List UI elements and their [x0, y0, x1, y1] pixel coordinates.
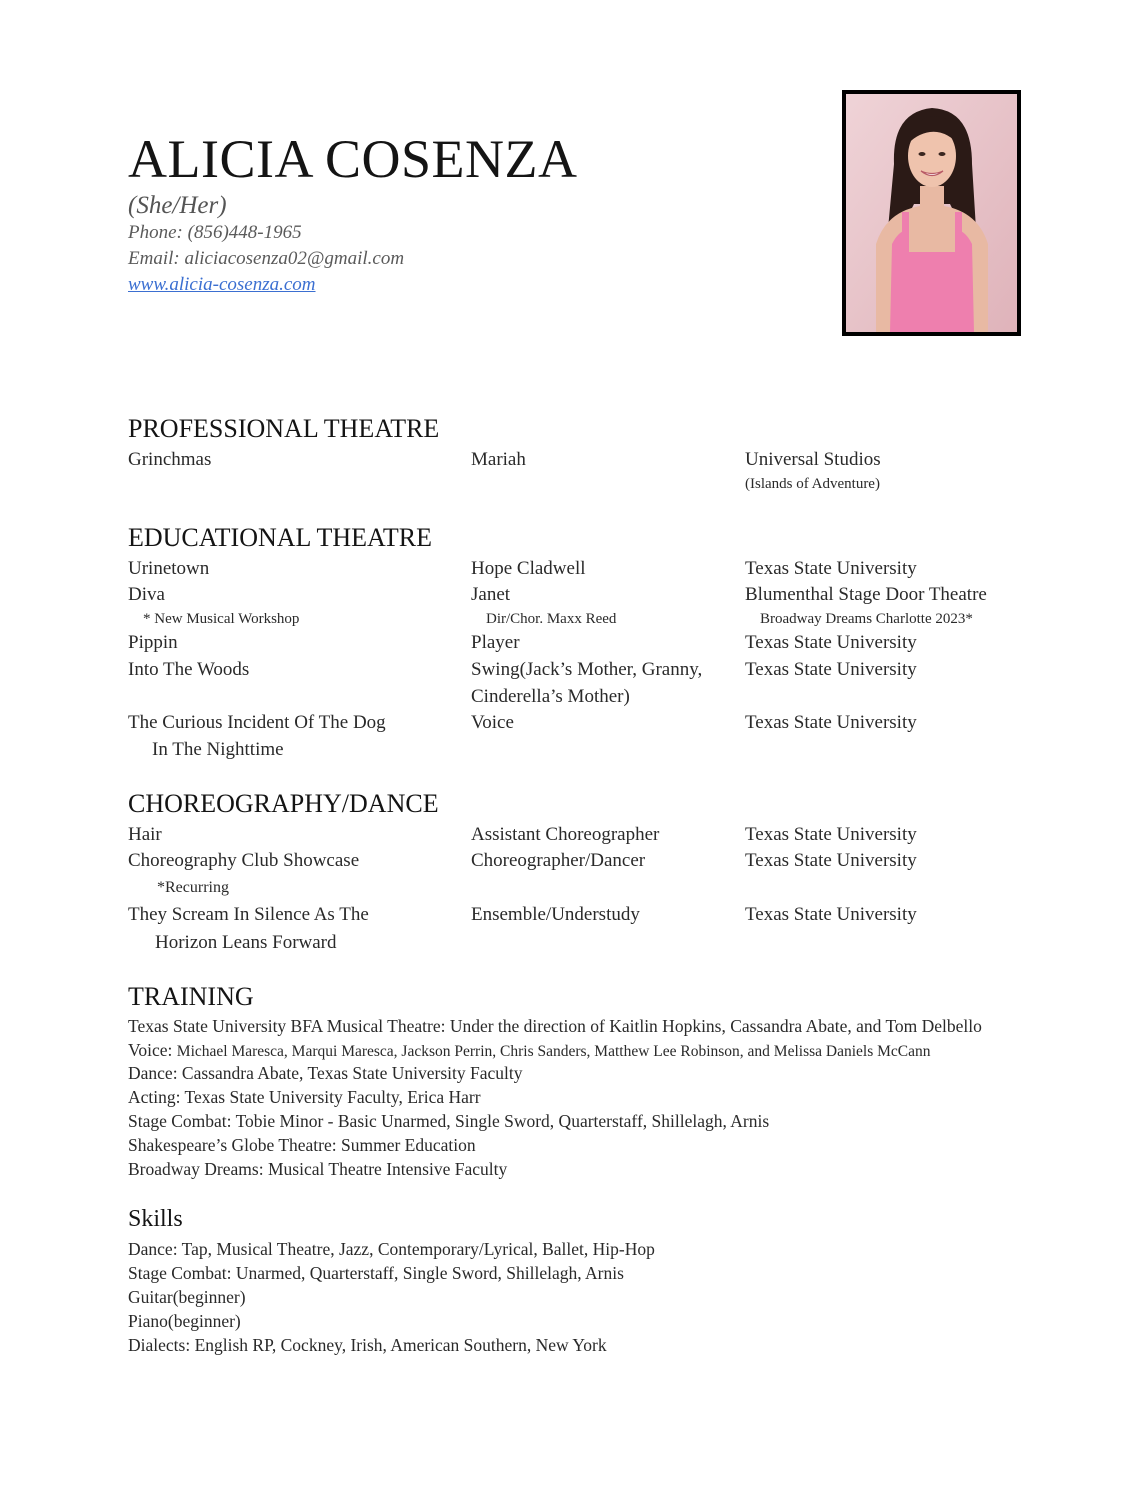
- credit-show: Choreography Club Showcase: [128, 850, 360, 871]
- credit-show: Into The Woods: [128, 659, 250, 680]
- phone-number: Phone: (856)448-1965: [128, 222, 302, 243]
- headshot-photo: [842, 90, 1021, 336]
- training-line: Dance: Cassandra Abate, Texas State University Faculty: [128, 1063, 523, 1083]
- credit-role-note: Dir/Chor. Maxx Reed: [486, 611, 617, 627]
- training-voice-label: Voice:: [128, 1040, 173, 1060]
- applicant-name: ALICIA COSENZA: [128, 129, 578, 189]
- credit-show: Diva: [128, 584, 165, 605]
- credit-role-line2: Cinderella’s Mother): [471, 686, 630, 707]
- credit-role: Hope Cladwell: [471, 558, 586, 579]
- skills-line: Stage Combat: Unarmed, Quarterstaff, Single Sword, Shillelagh, Arnis: [128, 1263, 624, 1283]
- credit-venue-note: Broadway Dreams Charlotte 2023*: [760, 611, 973, 627]
- credit-venue: Texas State University: [745, 558, 917, 579]
- credit-show: The Curious Incident Of The Dog: [128, 712, 386, 733]
- website-link[interactable]: www.alicia-cosenza.com: [128, 274, 316, 295]
- skills-line: Dialects: English RP, Cockney, Irish, American Southern, New York: [128, 1335, 607, 1355]
- skills-line: Piano(beginner): [128, 1311, 241, 1331]
- training-line-voice: [128, 1040, 931, 1061]
- credit-show: They Scream In Silence As The: [128, 904, 369, 925]
- section-heading-skills: Skills: [128, 1206, 183, 1232]
- credit-venue: Texas State University: [745, 659, 917, 680]
- credit-show-line2: In The Nighttime: [152, 739, 284, 760]
- credit-role: Janet: [471, 584, 511, 605]
- credit-show-note: * New Musical Workshop: [143, 611, 300, 627]
- credit-role: Swing(Jack’s Mother, Granny,: [471, 659, 703, 680]
- email-address: Email: aliciacosenza02@gmail.com: [128, 248, 405, 269]
- credit-role: Mariah: [471, 449, 526, 470]
- training-line: Acting: Texas State University Faculty, Erica Harr: [128, 1087, 481, 1107]
- credit-show-note: *Recurring: [157, 879, 229, 896]
- training-line: Shakespeare’s Globe Theatre: Summer Education: [128, 1135, 476, 1155]
- skills-line: Guitar(beginner): [128, 1287, 246, 1307]
- section-heading-training: TRAINING: [128, 982, 254, 1011]
- credit-show: Grinchmas: [128, 449, 212, 470]
- credit-show: Pippin: [128, 632, 178, 653]
- pronouns: (She/Her): [128, 192, 227, 219]
- credit-venue: Texas State University: [745, 850, 917, 871]
- skills-line: Dance: Tap, Musical Theatre, Jazz, Contemporary/Lyrical, Ballet, Hip-Hop: [128, 1239, 655, 1259]
- credit-show: Hair: [128, 824, 162, 845]
- training-line: Broadway Dreams: Musical Theatre Intensive Faculty: [128, 1159, 508, 1179]
- section-heading-choreography: CHOREOGRAPHY/DANCE: [128, 789, 439, 818]
- credit-role: Player: [471, 632, 520, 653]
- credit-venue: Texas State University: [745, 904, 917, 925]
- credit-role: Ensemble/Understudy: [471, 904, 640, 925]
- training-line: Texas State University BFA Musical Theatre: Under the direction of Kaitlin Hopkins, Cassandra Abate, and Tom Delbello: [128, 1016, 982, 1036]
- credit-venue: Universal Studios: [745, 449, 881, 470]
- section-heading-educational: EDUCATIONAL THEATRE: [128, 523, 433, 552]
- credit-role: Voice: [471, 712, 514, 733]
- credit-venue: Texas State University: [745, 824, 917, 845]
- credit-show: Urinetown: [128, 558, 210, 579]
- training-line: Stage Combat: Tobie Minor - Basic Unarmed, Single Sword, Quarterstaff, Shillelagh, Arnis: [128, 1111, 770, 1131]
- credit-venue-note: (Islands of Adventure): [745, 476, 880, 492]
- credit-role: Choreographer/Dancer: [471, 850, 646, 871]
- credit-role: Assistant Choreographer: [471, 824, 660, 845]
- credit-venue: Texas State University: [745, 712, 917, 733]
- credit-venue: Blumenthal Stage Door Theatre: [745, 584, 987, 605]
- section-heading-professional: PROFESSIONAL THEATRE: [128, 414, 440, 443]
- credit-show-line2: Horizon Leans Forward: [155, 932, 337, 953]
- credit-venue: Texas State University: [745, 632, 917, 653]
- training-voice-names: Michael Maresca, Marqui Maresca, Jackson Perrin, Chris Sanders, Matthew Lee Robinson, and Melissa Daniels McCann: [176, 1043, 931, 1060]
